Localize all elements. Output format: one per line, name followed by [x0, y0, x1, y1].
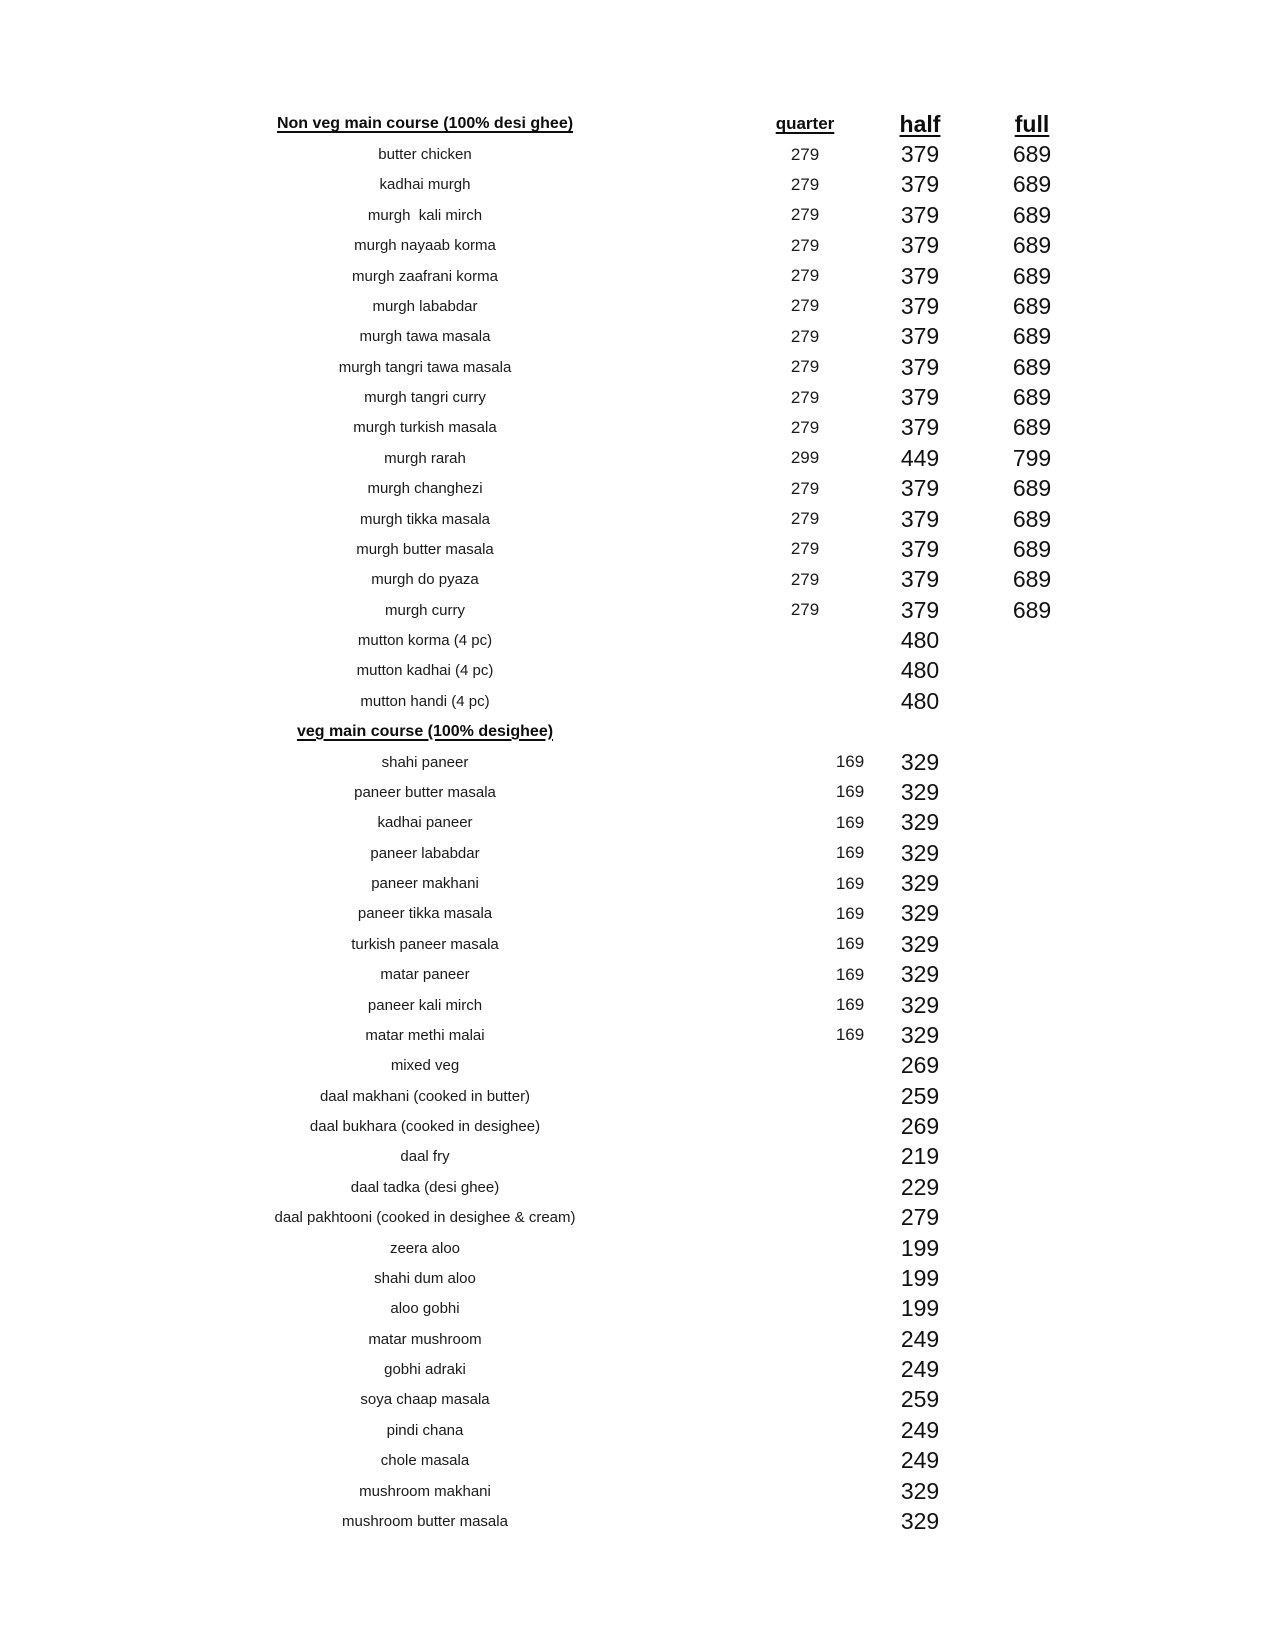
price-half: 480	[900, 627, 940, 654]
menu-row	[0, 322, 1275, 352]
menu-row	[0, 960, 1275, 990]
price-half: 329	[900, 1477, 940, 1504]
price-half: 379	[900, 505, 940, 532]
price-half: 329	[900, 930, 940, 957]
menu-row	[0, 595, 1275, 625]
price-full: 799	[1012, 444, 1052, 471]
price-quarter: 279	[790, 144, 820, 164]
price-half: 379	[900, 414, 940, 441]
menu-row	[0, 1233, 1275, 1263]
price-quarter: 279	[790, 569, 820, 589]
price-full: 689	[1012, 323, 1052, 350]
price-half: 329	[900, 778, 940, 805]
item-name: pindi chana	[386, 1421, 464, 1439]
price-quarter: 169	[835, 964, 865, 984]
item-name: shahi dum aloo	[374, 1269, 476, 1287]
menu-row	[0, 1020, 1275, 1050]
price-full: 689	[1012, 171, 1052, 198]
price-quarter: 279	[790, 478, 820, 498]
price-quarter: 169	[835, 995, 865, 1015]
price-half: 329	[900, 1021, 940, 1048]
price-full: 689	[1012, 232, 1052, 259]
menu-row	[0, 352, 1275, 382]
price-half: 229	[900, 1173, 940, 1200]
item-name: mushroom butter masala	[342, 1512, 508, 1530]
section-header-row	[0, 717, 1275, 747]
item-name: murgh curry	[384, 601, 466, 619]
menu-row	[0, 1476, 1275, 1506]
menu-row	[0, 1354, 1275, 1384]
price-half: 379	[900, 566, 940, 593]
item-name: paneer tikka masala	[357, 905, 493, 923]
item-name: murgh tangri tawa masala	[338, 358, 512, 376]
price-quarter: 169	[835, 934, 865, 954]
price-quarter: 169	[835, 1025, 865, 1045]
menu-row	[0, 1324, 1275, 1354]
item-name: matar methi malai	[365, 1026, 485, 1044]
price-half: 329	[900, 961, 940, 988]
price-half: 379	[900, 353, 940, 380]
price-half: 379	[900, 171, 940, 198]
item-name: daal tadka (desi ghee)	[350, 1178, 500, 1196]
price-half: 379	[900, 201, 940, 228]
item-name: murgh turkish masala	[353, 419, 497, 437]
menu-row	[0, 929, 1275, 959]
price-half: 329	[900, 839, 940, 866]
price-full: 689	[1012, 414, 1052, 441]
menu-row	[0, 200, 1275, 230]
menu-row	[0, 1203, 1275, 1233]
price-quarter: 279	[790, 539, 820, 559]
price-half: 480	[900, 657, 940, 684]
menu-row	[0, 1051, 1275, 1081]
price-half: 379	[900, 384, 940, 411]
menu-row	[0, 747, 1275, 777]
price-half: 249	[900, 1416, 940, 1443]
menu-row	[0, 686, 1275, 716]
price-quarter: 279	[790, 266, 820, 286]
menu-row	[0, 1172, 1275, 1202]
price-full: 689	[1012, 384, 1052, 411]
menu-row	[0, 1263, 1275, 1293]
price-half: 379	[900, 323, 940, 350]
item-name: murgh changhezi	[367, 480, 483, 498]
menu-row	[0, 565, 1275, 595]
price-quarter: 299	[790, 448, 820, 468]
price-half: 259	[900, 1082, 940, 1109]
menu-sheet	[0, 109, 1275, 1537]
price-full: 689	[1012, 475, 1052, 502]
price-full: 689	[1012, 141, 1052, 168]
menu-row	[0, 291, 1275, 321]
price-half: 379	[900, 141, 940, 168]
section-header-row	[0, 109, 1275, 139]
menu-row	[0, 231, 1275, 261]
price-half: 329	[900, 809, 940, 836]
price-quarter: 169	[835, 903, 865, 923]
item-name: kadhai murgh	[379, 176, 471, 194]
menu-row	[0, 474, 1275, 504]
item-name: paneer makhani	[371, 875, 479, 893]
menu-row	[0, 413, 1275, 443]
price-half: 379	[900, 292, 940, 319]
item-name: zeera aloo	[389, 1239, 461, 1257]
price-quarter: 279	[790, 509, 820, 529]
item-name: murgh zaafrani korma	[352, 267, 498, 285]
menu-row	[0, 625, 1275, 655]
menu-row	[0, 656, 1275, 686]
price-half: 379	[900, 596, 940, 623]
menu-row	[0, 1415, 1275, 1445]
price-quarter: 279	[790, 357, 820, 377]
price-half: 329	[900, 900, 940, 927]
price-quarter: 279	[790, 326, 820, 346]
price-half: 279	[900, 1204, 940, 1231]
item-name: mutton kadhai (4 pc)	[356, 662, 494, 680]
price-quarter: 169	[835, 752, 865, 772]
item-name: paneer lababdar	[370, 844, 480, 862]
menu-row	[0, 1142, 1275, 1172]
column-header-quarter: quarter	[775, 114, 835, 134]
price-half: 329	[900, 870, 940, 897]
item-name: daal bukhara (cooked in desighee)	[309, 1118, 541, 1136]
section-title: Non veg main course (100% desi ghee)	[276, 115, 574, 133]
price-half: 269	[900, 1052, 940, 1079]
menu-row	[0, 777, 1275, 807]
menu-row	[0, 1111, 1275, 1141]
item-name: paneer kali mirch	[367, 996, 483, 1014]
price-half: 329	[900, 1507, 940, 1534]
price-half: 249	[900, 1447, 940, 1474]
section-title: veg main course (100% desighee)	[296, 722, 554, 740]
price-quarter: 279	[790, 235, 820, 255]
item-name: soya chaap masala	[360, 1391, 490, 1409]
item-name: paneer butter masala	[354, 783, 496, 801]
price-half: 379	[900, 232, 940, 259]
menu-row	[0, 534, 1275, 564]
item-name: murgh tangri curry	[364, 389, 486, 407]
item-name: shahi paneer	[381, 753, 469, 771]
menu-row	[0, 990, 1275, 1020]
item-name: murgh kali mirch	[367, 206, 483, 224]
price-half: 329	[900, 991, 940, 1018]
item-name: murgh lababdar	[372, 297, 478, 315]
price-full: 689	[1012, 353, 1052, 380]
menu-row	[0, 868, 1275, 898]
item-name: mushroom makhani	[359, 1482, 491, 1500]
price-full: 689	[1012, 596, 1052, 623]
price-quarter: 169	[835, 843, 865, 863]
item-name: kadhai paneer	[377, 814, 473, 832]
item-name: daal pakhtooni (cooked in desighee & cream)	[274, 1209, 576, 1227]
price-half: 379	[900, 475, 940, 502]
menu-row	[0, 443, 1275, 473]
item-name: aloo gobhi	[390, 1300, 460, 1318]
item-name: turkish paneer masala	[351, 935, 499, 953]
price-half: 249	[900, 1356, 940, 1383]
price-quarter: 279	[790, 387, 820, 407]
menu-row	[0, 170, 1275, 200]
item-name: murgh butter masala	[356, 540, 494, 558]
item-name: murgh tikka masala	[359, 510, 491, 528]
item-name: mixed veg	[390, 1057, 460, 1075]
price-quarter: 169	[835, 812, 865, 832]
price-half: 259	[900, 1386, 940, 1413]
item-name: matar mushroom	[368, 1330, 482, 1348]
price-half: 480	[900, 687, 940, 714]
item-name: mutton korma (4 pc)	[357, 632, 493, 650]
menu-row	[0, 899, 1275, 929]
price-half: 449	[900, 444, 940, 471]
price-quarter: 279	[790, 600, 820, 620]
price-half: 329	[900, 748, 940, 775]
price-quarter: 279	[790, 205, 820, 225]
price-half: 379	[900, 262, 940, 289]
menu-row	[0, 1385, 1275, 1415]
price-half: 199	[900, 1234, 940, 1261]
menu-row	[0, 139, 1275, 169]
item-name: murgh do pyaza	[371, 571, 479, 589]
price-quarter: 279	[790, 296, 820, 316]
item-name: butter chicken	[378, 146, 472, 164]
item-name: murgh rarah	[384, 449, 466, 467]
column-header-full: full	[1014, 110, 1050, 137]
price-half: 269	[900, 1113, 940, 1140]
price-quarter: 279	[790, 417, 820, 437]
price-half: 199	[900, 1264, 940, 1291]
price-full: 689	[1012, 535, 1052, 562]
item-name: murgh tawa masala	[359, 328, 491, 346]
item-name: mutton handi (4 pc)	[360, 692, 490, 710]
menu-row	[0, 838, 1275, 868]
item-name: daal makhani (cooked in butter)	[319, 1087, 531, 1105]
price-half: 199	[900, 1295, 940, 1322]
item-name: murgh nayaab korma	[354, 237, 496, 255]
menu-row	[0, 808, 1275, 838]
item-name: gobhi adraki	[384, 1361, 466, 1379]
menu-row	[0, 382, 1275, 412]
column-header-half: half	[899, 110, 941, 137]
menu-row	[0, 1446, 1275, 1476]
menu-row	[0, 504, 1275, 534]
menu-row	[0, 1294, 1275, 1324]
menu-row	[0, 261, 1275, 291]
item-name: daal fry	[400, 1148, 450, 1166]
price-full: 689	[1012, 505, 1052, 532]
price-full: 689	[1012, 566, 1052, 593]
price-full: 689	[1012, 262, 1052, 289]
price-half: 249	[900, 1325, 940, 1352]
price-quarter: 169	[835, 873, 865, 893]
item-name: matar paneer	[380, 966, 470, 984]
menu-row	[0, 1506, 1275, 1536]
price-full: 689	[1012, 201, 1052, 228]
price-half: 219	[900, 1143, 940, 1170]
menu-row	[0, 1081, 1275, 1111]
price-half: 379	[900, 535, 940, 562]
price-quarter: 279	[790, 174, 820, 194]
price-full: 689	[1012, 292, 1052, 319]
price-quarter: 169	[835, 782, 865, 802]
item-name: chole masala	[380, 1452, 470, 1470]
